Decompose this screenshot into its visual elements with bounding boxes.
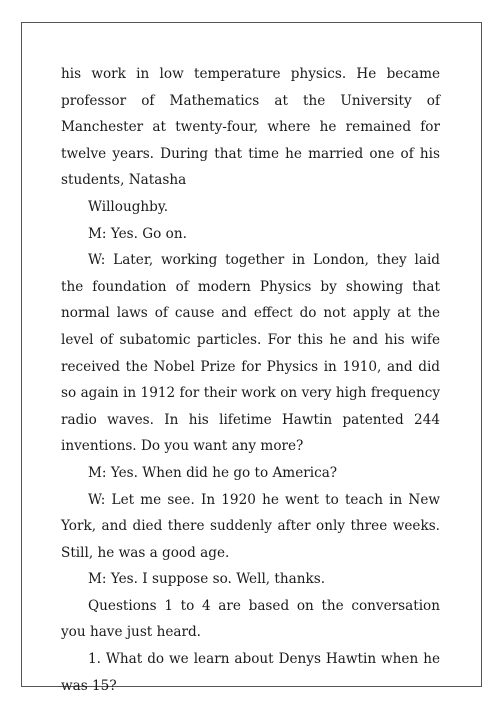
dialogue-line-man: M: Yes. When did he go to America? bbox=[88, 464, 338, 481]
paragraph-name-fragment: Willoughby. bbox=[88, 198, 169, 215]
dialogue-line-man: M: Yes. Go on. bbox=[88, 225, 187, 242]
question-item: 1. What do we learn about Denys Hawtin when he was 15? bbox=[61, 651, 440, 694]
questions-intro: Questions 1 to 4 are based on the conversation you have just heard. bbox=[61, 597, 440, 641]
paragraph-continuation: his work in low temperature physics. He became professor of Mathematics at the University of Manchester at twenty-four, where he remained for twelve years. During that time he married one of his students, Natasha bbox=[61, 66, 440, 189]
dialogue-line-woman: W: Later, working together in London, they laid the foundation of modern Physics by showing that normal laws of cause and effect do not apply at the level of subatomic particles. For this he and his wife received the Nobel Prize for Physics in 1910, and did so again in 1912 for their work on very high frequency radio waves. In his lifetime Hawtin patented 244 inventions. Do you want any more? bbox=[61, 252, 440, 455]
document-body bbox=[61, 61, 440, 699]
dialogue-line-man: M: Yes. I suppose so. Well, thanks. bbox=[88, 571, 326, 588]
dialogue-line-woman: W: Let me see. In 1920 he went to teach in New York, and died there suddenly after only three weeks. Still, he was a good age. bbox=[61, 491, 440, 561]
